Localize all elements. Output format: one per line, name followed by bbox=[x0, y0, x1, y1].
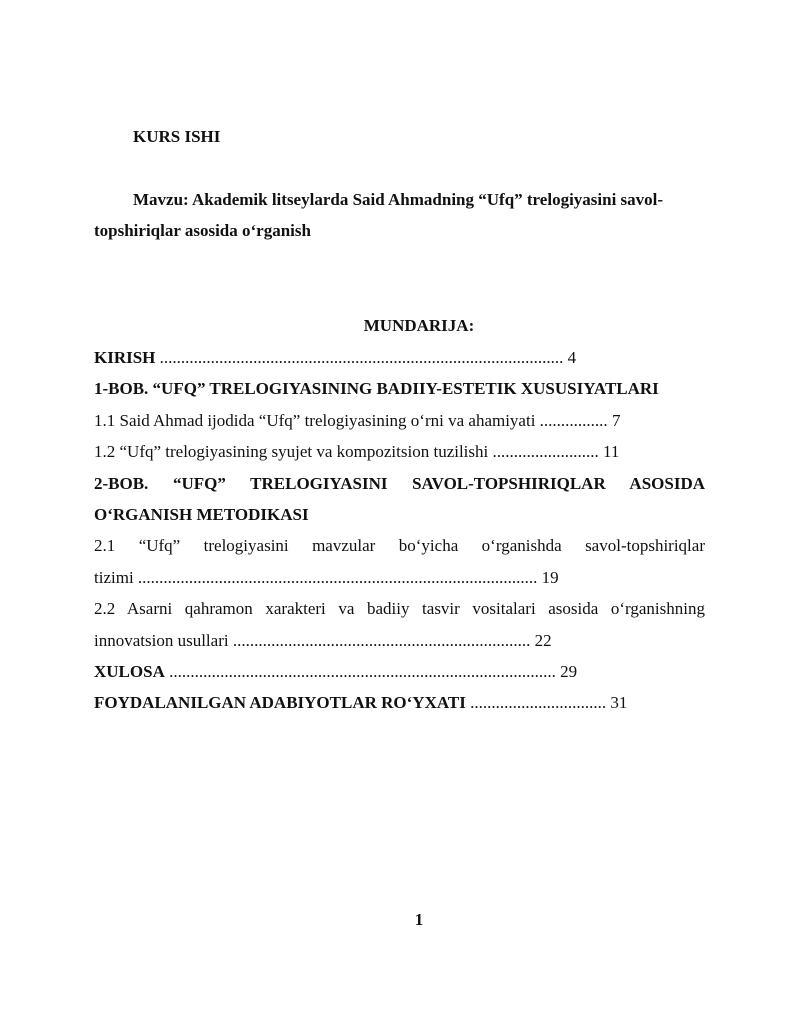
toc-page-number: 22 bbox=[530, 630, 552, 650]
toc-page-number: 29 bbox=[555, 661, 578, 681]
toc-entry-section-2-1[interactable] bbox=[94, 530, 705, 593]
toc-entry-title-line-2 bbox=[94, 562, 705, 593]
toc-page-number: 4 bbox=[563, 348, 577, 367]
toc-entry-section-2-2[interactable] bbox=[94, 593, 705, 656]
toc-entry-xulosa[interactable] bbox=[94, 656, 705, 687]
toc-entry-kirish[interactable] bbox=[94, 342, 705, 373]
toc-leader-dots: ................................ bbox=[465, 693, 607, 713]
toc-entry-title: XULOSA bbox=[94, 661, 165, 681]
topic-text-1: Mavzu: Akademik litseylarda Said Ahmadning “Ufq” trelogiyasini savol- bbox=[133, 190, 664, 209]
table-of-contents bbox=[94, 342, 705, 719]
toc-entry-chapter-1[interactable]: 1-BOB. “UFQ” TRELOGIYASINING BADIIY-ESTETIK XUSUSIYATLARI bbox=[94, 379, 659, 399]
toc-entry-title: FOYDALANILGAN ADABIYOTLAR RO‘YXATI bbox=[94, 693, 466, 713]
toc-page-number: 11 bbox=[598, 442, 620, 462]
toc-entry-title: 1.1 Said Ahmad ijodida “Ufq” trelogiyasining o‘rni va ahamiyati ................ bbox=[94, 410, 608, 430]
toc-entry-title-line-1: 2.1 “Ufq” trelogiyasini mavzular bo‘yicha o‘rganishda savol-topshiriqlar bbox=[94, 536, 705, 556]
page-number: 1 bbox=[414, 910, 424, 929]
toc-page-number: 19 bbox=[537, 567, 559, 587]
toc-entry-title: 1.2 “Ufq” trelogiyasining syujet va kompozitsion tuzilishi ......................... bbox=[94, 442, 599, 462]
toc-leader-dots: ............................................................................................... bbox=[155, 348, 564, 367]
toc-page-number: 7 bbox=[607, 410, 621, 430]
toc-entry-section-1-2[interactable] bbox=[94, 436, 705, 467]
document-heading: KURS ISHI bbox=[133, 127, 221, 146]
toc-entry-chapter-2[interactable] bbox=[94, 468, 705, 531]
toc-entry-title-line-2 bbox=[94, 625, 705, 656]
toc-entry-references[interactable] bbox=[94, 687, 705, 718]
toc-entry-title-line-1: 2.2 Asarni qahramon xarakteri va badiiy tasvir vositalari asosida o‘rganishning bbox=[94, 599, 705, 619]
toc-entry-title-line-2: O‘RGANISH METODIKASI bbox=[94, 504, 309, 524]
toc-page-number: 31 bbox=[606, 693, 628, 713]
toc-entry-title-line-1: 2-BOB. “UFQ” TRELOGIYASINI SAVOL-TOPSHIRIQLAR ASOSIDA bbox=[94, 473, 705, 493]
toc-title: MUNDARIJA: bbox=[363, 316, 475, 335]
topic-line-1 bbox=[94, 184, 705, 215]
toc-entry-title: innovatsion usullari ...................................................................... bbox=[94, 630, 531, 650]
toc-entry-title: tizimi .............................................................................................. bbox=[94, 567, 538, 587]
toc-entry-title: KIRISH bbox=[94, 348, 156, 367]
topic-line-2: topshiriqlar asosida o‘rganish bbox=[94, 221, 311, 240]
toc-leader-dots: ........................................................................................... bbox=[164, 661, 556, 681]
toc-entry-section-1-1[interactable] bbox=[94, 405, 705, 436]
topic-block bbox=[94, 184, 705, 246]
